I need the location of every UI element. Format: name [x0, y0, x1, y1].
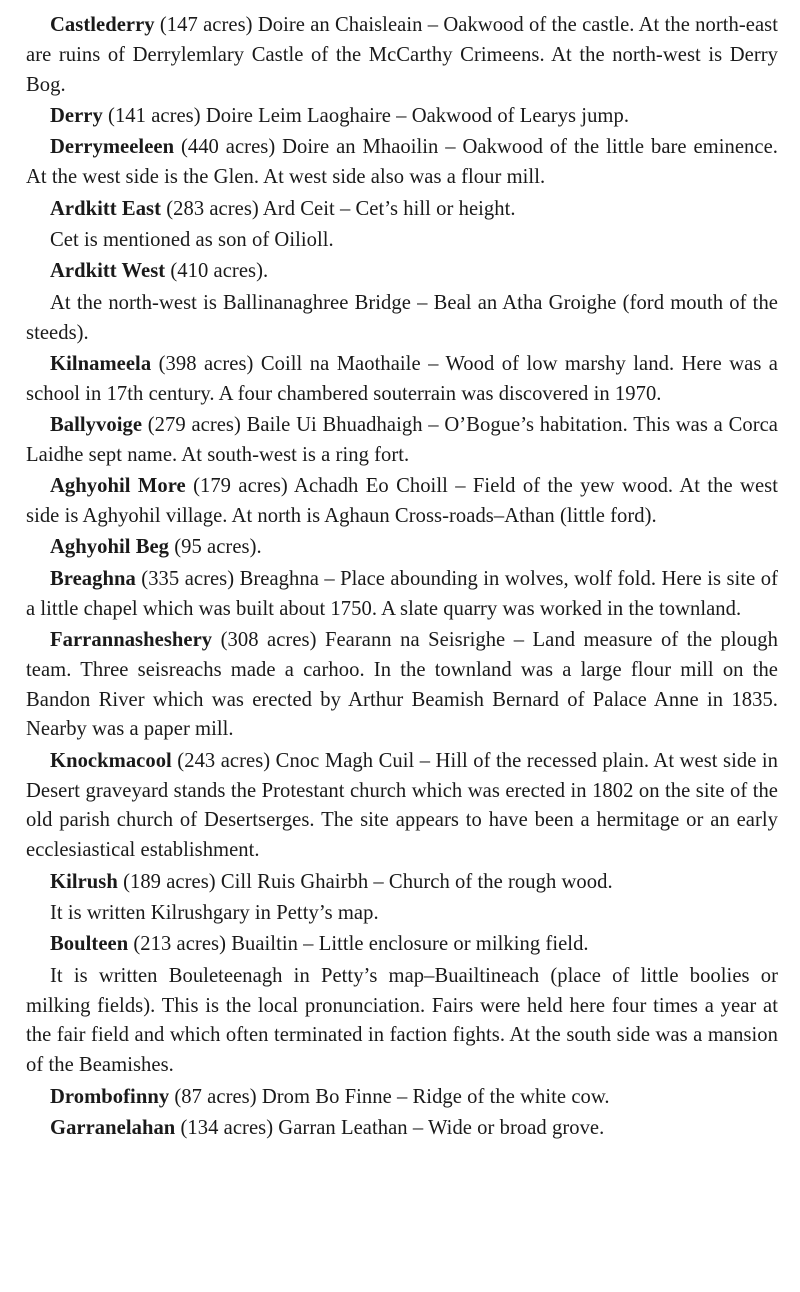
entry-kilrush-note: [26, 899, 778, 929]
entry-text: At the north-west is Ballinanaghree Bridge – Beal an Atha Groighe (ford mouth of the steeds).: [26, 291, 778, 344]
entry-text: (410 acres).: [165, 260, 269, 283]
entry-ballyvoige: [26, 411, 778, 471]
entry-breaghna: [26, 565, 778, 625]
townland-name: Boulteen: [50, 933, 129, 956]
townland-name: Aghyohil Beg: [50, 536, 170, 559]
townland-name: Ardkitt West: [50, 260, 166, 283]
entry-text: (87 acres) Drom Bo Finne – Ridge of the white cow.: [169, 1085, 610, 1108]
entry-text: (141 acres) Doire Leim Laoghaire – Oakwood of Learys jump.: [102, 104, 630, 127]
entry-boulteen-note: [26, 962, 778, 1081]
townland-name: Castlederry: [50, 14, 155, 36]
townland-name: Kilnameela: [50, 352, 152, 375]
entry-ardkitt-east-note: [26, 226, 778, 256]
entry-farrannasheshery: [26, 626, 778, 745]
townland-name: Aghyohil More: [50, 475, 186, 498]
entry-text: (283 acres) Ard Ceit – Cet’s hill or height.: [161, 197, 516, 220]
entry-garranelahan: [26, 1114, 778, 1144]
entry-knockmacool: [26, 747, 778, 866]
entry-derry: [26, 102, 778, 132]
entry-drombofinny: [26, 1083, 778, 1113]
entry-text: (398 acres) Coill na Maothaile – Wood of low marshy land. Here was a school in 17th century. A four chambered souterrain was discovered in 1970.: [26, 352, 778, 405]
townland-name: Breaghna: [50, 567, 136, 590]
entry-aghyohil-beg: [26, 533, 778, 563]
entry-ardkitt-east: [26, 195, 778, 225]
entry-text: (308 acres) Fearann na Seisrighe – Land measure of the plough team. Three seisreachs made a carhoo. In the townland was a large flour mill on the Bandon River which was erected by Arthur Beamish Bernard of Palace Anne in 1835. Nearby was a paper mill.: [26, 629, 778, 741]
townland-name: Kilrush: [50, 870, 118, 893]
townland-name: Derry: [50, 104, 103, 127]
entry-ardkitt-west: [26, 257, 778, 287]
entry-text: (279 acres) Baile Ui Bhuadhaigh – O’Bogue’s habitation. This was a Corca Laidhe sept name. At south-west is a ring fort.: [26, 414, 778, 466]
entry-kilrush: [26, 868, 778, 898]
townland-name: Ardkitt East: [50, 197, 162, 220]
entry-text: (335 acres) Breaghna – Place abounding in wolves, wolf fold. Here is site of a little chapel which was built about 1750. A slate quarry was worked in the townland.: [26, 567, 778, 620]
entry-derrymeeleen: [26, 133, 778, 193]
entry-text: (189 acres) Cill Ruis Ghairbh – Church of the rough wood.: [117, 870, 613, 893]
entry-kilnameela: [26, 350, 778, 410]
townland-name: Knockmacool: [50, 749, 172, 772]
entry-text: (213 acres) Buailtin – Little enclosure or milking field.: [128, 933, 589, 956]
entry-castlederry: [26, 11, 778, 100]
townland-name: Garranelahan: [50, 1116, 176, 1139]
entry-text: Cet is mentioned as son of Oilioll.: [50, 228, 334, 251]
entry-text: (440 acres) Doire an Mhaoilin – Oakwood of the little bare eminence. At the west side is the Glen. At west side also was a flour mill.: [26, 136, 778, 189]
entry-ardkitt-west-note: [26, 289, 778, 349]
townland-name: Farrannasheshery: [50, 629, 213, 652]
entry-text: It is written Bouleteenagh in Petty’s map–Buailtineach (place of little boolies or milking fields). This is the local pronunciation. Fairs were held here four times a year at the fair field and which often terminated in faction fights. At the south side was a mansion of the Beamishes.: [26, 964, 778, 1077]
entry-text: (179 acres) Achadh Eo Choill – Field of the yew wood. At the west side is Aghyohil village. At north is Aghaun Cross-roads–Athan (little ford).: [26, 475, 778, 528]
townland-name: Derrymeeleen: [50, 136, 175, 159]
entry-text: (134 acres) Garran Leathan – Wide or broad grove.: [175, 1116, 605, 1139]
townland-name: Ballyvoige: [50, 414, 143, 437]
townland-name: Drombofinny: [50, 1085, 170, 1108]
entry-boulteen: [26, 930, 778, 960]
entry-text: (147 acres) Doire an Chaisleain – Oakwood of the castle. At the north-east are ruins of Derrylemlary Castle of the McCarthy Crimeens. At the north-west is Derry Bog.: [26, 14, 778, 96]
entry-aghyohil-more: [26, 472, 778, 532]
entry-text: (243 acres) Cnoc Magh Cuil – Hill of the recessed plain. At west side in Desert graveyard stands the Protestant church which was erected in 1802 on the site of the old parish church of Desertserges. The site appears to have been a hermitage or an early ecclesiastical establishment.: [26, 749, 778, 862]
entry-text: (95 acres).: [169, 536, 262, 559]
entry-text: It is written Kilrushgary in Petty’s map.: [50, 902, 379, 925]
